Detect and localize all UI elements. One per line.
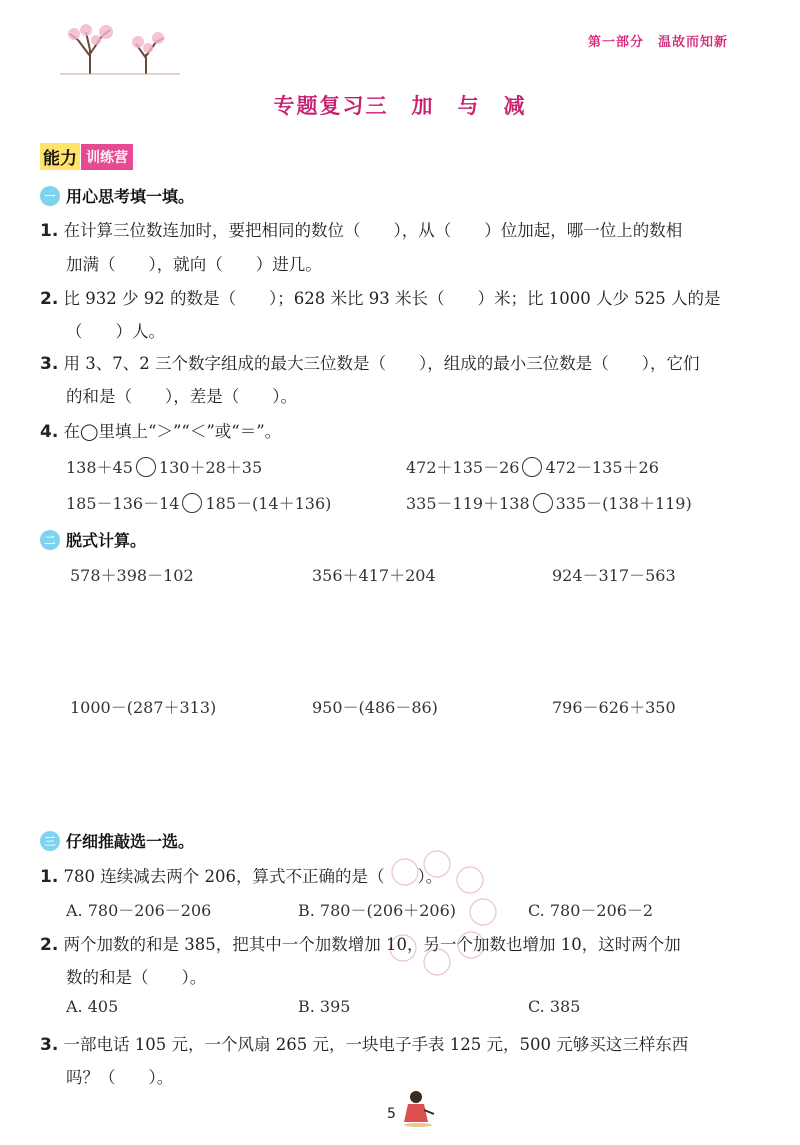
choice-q1: 1. 780 连续减去两个 206，算式不正确的是（ ）。 (40, 867, 443, 887)
header-part: 第一部分 (588, 35, 645, 50)
fill-q3-line1: 3. 用 3、7、2 三个数字组成的最大三位数是（ ），组成的最小三位数是（ ），它们 (40, 354, 700, 374)
calc-problem: 356＋417＋204 (312, 566, 436, 585)
calc-problem: 924－317－563 (552, 566, 676, 585)
page-title: 专题复习三 加 与 减 (273, 94, 527, 118)
section-heading-fill (40, 184, 194, 207)
header-section: 温故而知新 (658, 35, 729, 50)
compare-item: 138＋45 130＋28＋35 (66, 458, 263, 477)
answer-circle-icon[interactable] (522, 457, 542, 477)
choice-q2-line2: 数的和是（ ）。 (66, 968, 207, 987)
section-heading-text: 仔细推敲选一选。 (66, 832, 195, 851)
option-b[interactable]: B. 780－(206＋206) (298, 901, 457, 920)
choice-q2-line1: 2. 两个加数的和是 385，把其中一个加数增加 10，另一个加数也增加 10，这时两个加 (40, 935, 681, 955)
girl-figure-icon (400, 1088, 436, 1128)
section-badge (40, 143, 133, 170)
choice-q3-line2: 吗？（ ）。 (66, 1068, 174, 1087)
compare-item: 185－136－14 185－(14＋136) (66, 494, 332, 513)
option-a[interactable]: A. 405 (66, 997, 119, 1016)
section-heading-choice (40, 829, 194, 852)
badge-ability: 能力 (40, 143, 80, 170)
section-number-icon: 二 (40, 530, 60, 550)
answer-circle-icon[interactable] (136, 457, 156, 477)
calc-problem: 950－(486－86) (312, 698, 438, 717)
fill-q3-line2: 的和是（ ），差是（ ）。 (66, 387, 297, 406)
fill-q1-line2: 加满（ ），就向（ ）进几。 (66, 255, 322, 274)
option-b[interactable]: B. 395 (298, 997, 351, 1016)
option-a[interactable]: A. 780－206－206 (66, 901, 212, 920)
watermark-stamp (375, 850, 515, 985)
compare-item: 472＋135－26 472－135＋26 (406, 458, 659, 477)
fill-q1-line1: 1. 在计算三位数连加时，要把相同的数位（ ），从（ ）位加起，哪一位上的数相 (40, 221, 683, 241)
section-heading-text: 用心思考填一填。 (66, 187, 195, 206)
section-heading-text: 脱式计算。 (66, 531, 147, 550)
calc-problem: 578＋398－102 (70, 566, 194, 585)
compare-item: 335－119＋138 335－(138＋119) (406, 494, 692, 513)
page-number: 5 (387, 1106, 396, 1122)
option-c[interactable]: C. 780－206－2 (528, 901, 654, 920)
choice-q3-line1: 3. 一部电话 105 元，一个风扇 265 元，一块电子手表 125 元，500 元够买这三样东西 (40, 1035, 689, 1055)
calc-problem: 796－626＋350 (552, 698, 676, 717)
fill-q2-line1: 2. 比 932 少 92 的数是（ ）；628 米比 93 米长（ ）米；比 1000 人少 525 人的是 (40, 289, 721, 309)
fill-q2-line2: （ ）人。 (66, 322, 165, 341)
section-heading-calc (40, 528, 146, 551)
option-c[interactable]: C. 385 (528, 997, 581, 1016)
answer-circle-icon[interactable] (533, 493, 553, 513)
tree-decoration-icon (60, 20, 180, 76)
section-number-icon: 三 (40, 831, 60, 851)
calc-problem: 1000－(287＋313) (70, 698, 217, 717)
answer-circle-icon[interactable] (182, 493, 202, 513)
fill-q4: 4. 在◯里填上“＞”“＜”或“＝”。 (40, 422, 282, 442)
badge-camp: 训练营 (81, 144, 133, 170)
header-breadcrumb (588, 31, 728, 50)
section-number-icon: 一 (40, 186, 60, 206)
